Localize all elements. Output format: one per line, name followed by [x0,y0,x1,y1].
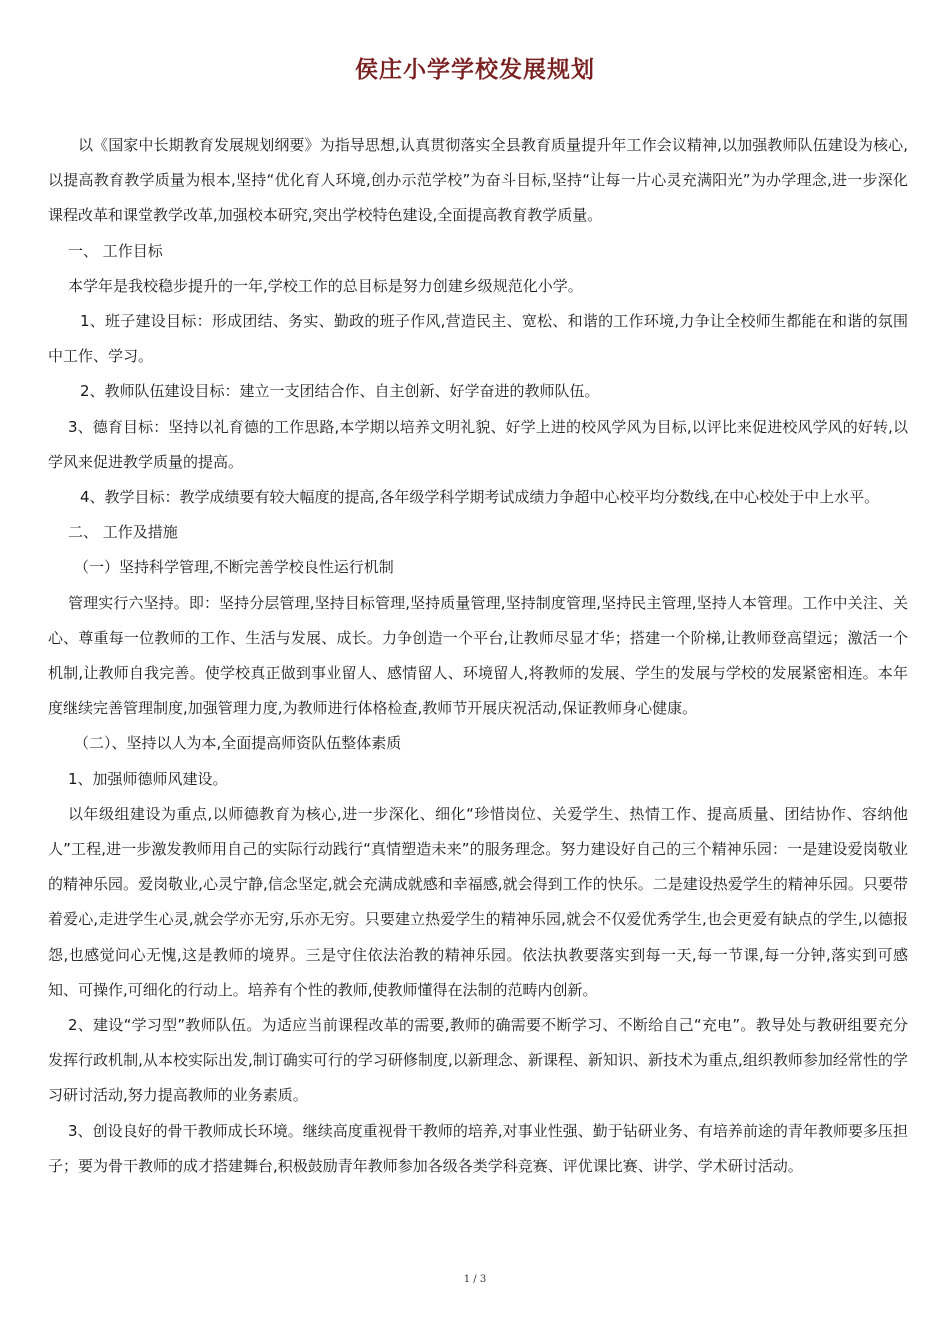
intro-paragraph: 以《国家中长期教育发展规划纲要》为指导思想,认真贯彻落实全县教育质量提升年工作会议精神,以加强教师队伍建设为核心,以提高教育教学质量为根本,坚持“优化育人环境,创办示范学校”为奋斗目标,坚持“让每一片心灵充满阳光”为办学理念,进一步深化课程改革和课堂教学改革,加强校本研究,突出学校特色建设,全面提高教育教学质量。 [48,136,908,225]
document-body [48,128,908,1184]
ethics-heading: 1、加强师德师风建设。 [68,769,228,788]
section-heading-measures: 二、 工作及措施 [68,523,178,542]
ethics-paragraph: 以年级组建设为重点,以师德教育为核心,进一步深化、细化“珍惜岗位、关爱学生、热情工作、提高质量、团结协作、容纳他人”工程,进一步激发教师用自己的实际行动践行“真情塑造未来”的服务理念。努力建设好自己的三个精神乐园：一是建设爱岗敬业的精神乐园。爱岗敬业,心灵宁静,信念坚定,就会充满成就感和幸福感,就会得到工作的快乐。二是建设热爱学生的精神乐园。只要带着爱心,走进学生心灵,就会学亦无穷,乐亦无穷。只要建立热爱学生的精神乐园,就会不仅爱优秀学生,也会更爱有缺点的学生,以德报怨,也感觉问心无愧,这是教师的境界。三是守住依法治教的精神乐园。依法执教要落实到每一天,每一节课,每一分钟,落实到可感知、可操作,可细化的行动上。培养有个性的教师,使教师懂得在法制的范畴内创新。 [48,804,908,999]
subsection-heading-staff: （二）、坚持以人为本,全面提高师资队伍整体素质 [74,734,402,753]
page-number: 1 / 3 [463,1274,487,1285]
goal-leadership-paragraph: 1、班子建设目标：形成团结、务实、勤政的班子作风,营造民主、宽松、和谐的工作环境,力争让全校师生都能在和谐的氛围中工作、学习。 [48,312,908,366]
backbone-teachers-paragraph: 3、创设良好的骨干教师成长环境。继续高度重视骨干教师的培养,对事业性强、勤于钻研业务、有培养前途的青年教师要多压担子；要为骨干教师的成才搭建舞台,积极鼓励青年教师参加各级各类学科竞赛、评优课比赛、讲学、学术研讨活动。 [48,1121,908,1175]
goals-overview-paragraph: 本学年是我校稳步提升的一年,学校工作的总目标是努力创建乡级规范化小学。 [68,276,583,295]
goal-moral-education-paragraph: 3、德育目标：坚持以礼育德的工作思路,本学期以培养文明礼貌、好学上进的校风学风为目标,以评比来促进校风学风的好转,以学风来促进教学质量的提高。 [48,417,908,471]
section-heading-goals: 一、 工作目标 [68,241,163,260]
learning-team-paragraph: 2、建设“学习型”教师队伍。为适应当前课程改革的需要,教师的确需要不断学习、不断给自己“充电”。教导处与教研组要充分发挥行政机制,从本校实际出发,制订确实可行的学习研修制度,以新理念、新课程、新知识、新技术为重点,组织教师参加经常性的学习研讨活动,努力提高教师的业务素质。 [48,1016,908,1105]
document-title: 侯庄小学学校发展规划 [355,57,595,83]
goal-teachers-paragraph: 2、教师队伍建设目标：建立一支团结合作、自主创新、好学奋进的教师队伍。 [80,382,600,401]
goal-teaching-paragraph: 4、教学目标：教学成绩要有较大幅度的提高,各年级学科学期考试成绩力争超中心校平均分数线,在中心校处于中上水平。 [80,488,880,507]
subsection-heading-management: （一）坚持科学管理,不断完善学校良性运行机制 [74,558,394,577]
management-paragraph: 管理实行六坚持。即：坚持分层管理,坚持目标管理,坚持质量管理,坚持制度管理,坚持民主管理,坚持人本管理。工作中关注、关心、尊重每一位教师的工作、生活与发展、成长。力争创造一个平台,让教师尽显才华；搭建一个阶梯,让教师登高望远；激活一个机制,让教师自我完善。使学校真正做到事业留人、感情留人、环境留人,将教师的发展、学生的发展与学校的发展紧密相连。本年度继续完善管理制度,加强管理力度,为教师进行体格检查,教师节开展庆祝活动,保证教师身心健康。 [48,593,908,718]
